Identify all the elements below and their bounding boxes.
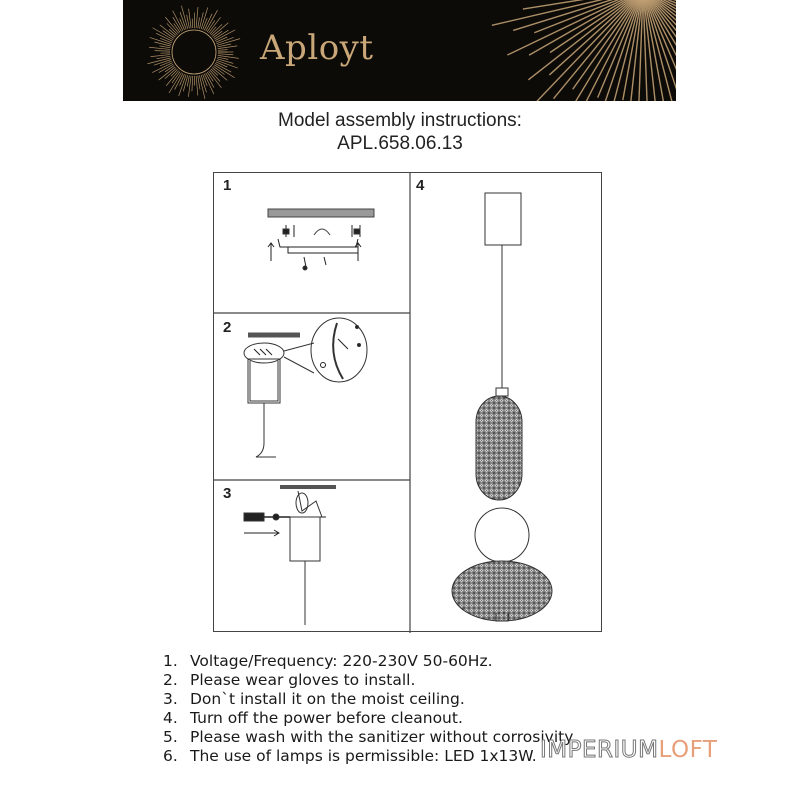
sunburst-ray (199, 12, 203, 28)
wire-connection-detail-icon (244, 318, 367, 457)
list-item-text: Don`t install it on the moist ceiling. (190, 690, 465, 708)
step-number: 2 (223, 319, 232, 336)
list-item-text: Voltage/Frequency: 220-230V 50-60Hz. (190, 652, 493, 670)
page-title: Model assembly instructions: (278, 110, 522, 131)
sunburst-ray (187, 76, 189, 87)
sunburst-ray (169, 72, 181, 92)
sunburst-ray (154, 42, 170, 46)
sunburst-ray (198, 17, 200, 28)
watermark (540, 737, 717, 763)
brand-banner (123, 0, 676, 101)
sunburst-ray (196, 76, 198, 96)
sunburst-ray (550, 0, 635, 53)
list-item (163, 671, 576, 690)
list-item (163, 652, 576, 671)
sunburst-ray (183, 75, 187, 91)
list-item-text: The use of lamps is permissible: LED 1x13W. (190, 747, 537, 765)
brand-name: Aployt (260, 28, 374, 68)
list-item-number: 4. (163, 709, 178, 727)
notes-list (163, 652, 576, 766)
list-item (163, 690, 576, 709)
watermark-part2: LOFT (658, 737, 718, 763)
sunburst-ray (204, 74, 214, 94)
list-item-number: 2. (163, 671, 178, 689)
list-item-text: Please wear gloves to install. (190, 671, 416, 689)
sunburst-ray (160, 46, 171, 48)
canopy-fixing-screwdriver-icon (244, 487, 336, 625)
list-item-text: Please wash with the sanitizer without corrosivity. (190, 728, 577, 746)
list-item (163, 709, 576, 728)
sunburst-ray (206, 10, 218, 31)
model-number: APL.658.06.13 (337, 133, 463, 154)
sunburst-ray (192, 76, 193, 91)
sunburst-ray (218, 50, 228, 51)
list-item-number: 5. (163, 728, 178, 746)
list-item-number: 1. (163, 652, 178, 670)
list-item-number: 6. (163, 747, 178, 765)
assembled-pendant-lamp-icon (452, 193, 552, 621)
sunburst-ray (155, 51, 170, 52)
sunburst-logo-icon (123, 0, 676, 101)
sunburst-ray (153, 28, 174, 40)
sunburst-ray (203, 18, 208, 30)
watermark-part1: IMPERIUM (540, 737, 659, 763)
sunburst-ray (192, 18, 193, 28)
assembly-diagram (213, 172, 602, 632)
list-item-text: Turn off the power before cleanout. (190, 709, 463, 727)
step-number: 3 (223, 485, 232, 502)
sunburst-ray (149, 47, 170, 49)
list-item (163, 747, 576, 766)
step-number: 1 (223, 177, 232, 194)
sunburst-ray (218, 54, 233, 55)
sunburst-center (172, 30, 216, 74)
sunburst-ray (151, 55, 171, 57)
list-item-number: 3. (163, 690, 178, 708)
sunburst-ray (645, 0, 665, 101)
ceiling-mounting-bracket-screws-icon (268, 209, 374, 270)
sunburst-ray (203, 74, 208, 86)
sunburst-ray (214, 65, 234, 78)
list-item (163, 728, 576, 747)
assembly-drawing (214, 173, 603, 633)
step-number: 4 (416, 177, 425, 194)
sunburst-ray (196, 7, 198, 28)
sunburst-ray (648, 0, 676, 101)
